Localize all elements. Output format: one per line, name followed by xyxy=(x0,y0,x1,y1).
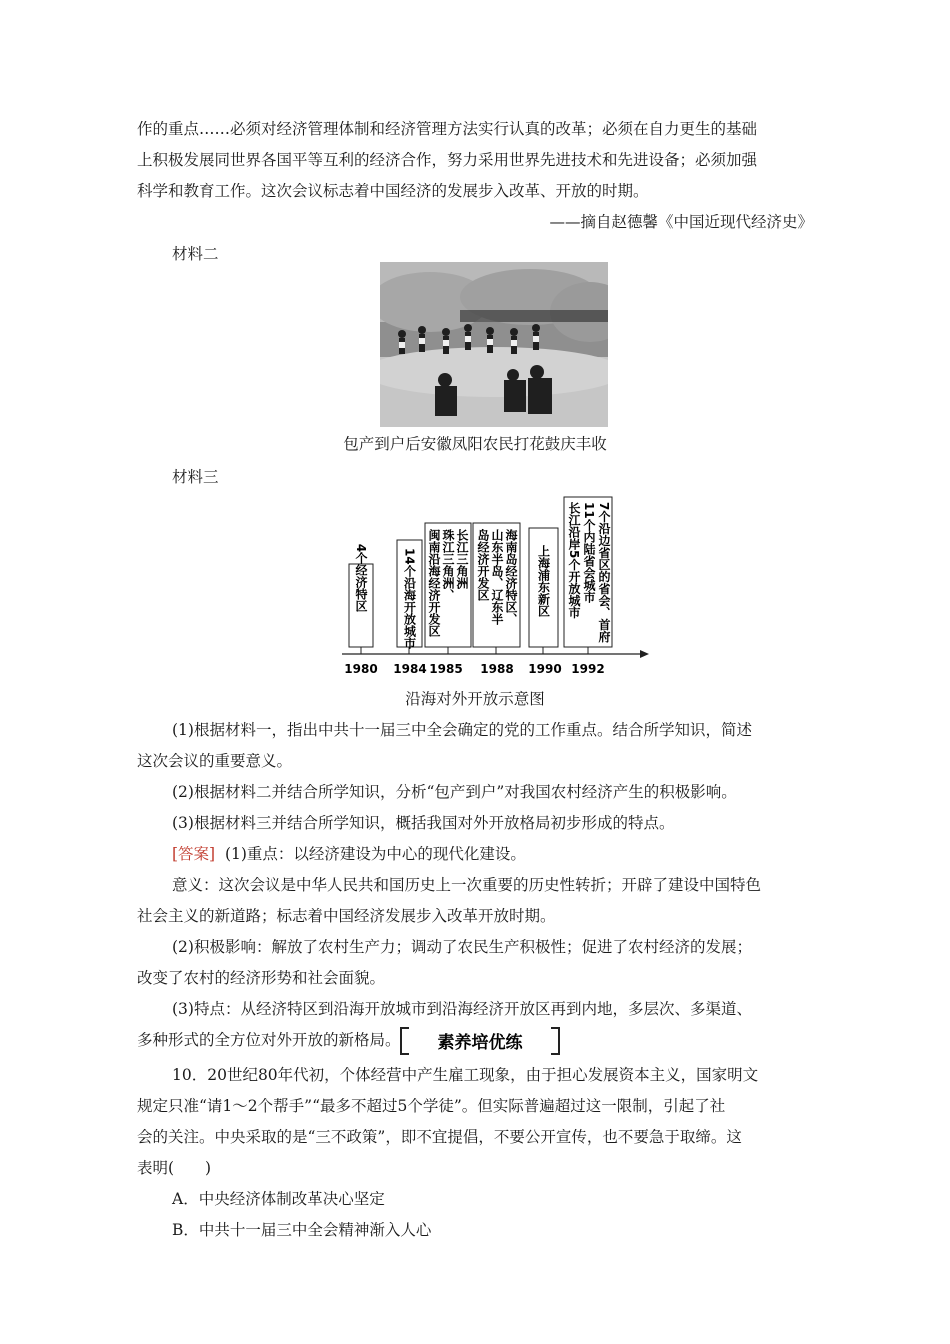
year-1985: 1985 xyxy=(429,662,463,676)
material-one-line-3: 科学和教育工作。这次会议标志着中国经济的发展步入改革、开放的时期。 xyxy=(137,182,649,200)
question-10-line-1: 10．20世纪80年代初，个体经营中产生雇工现象，由于担心发展资本主义，国家明文 xyxy=(172,1066,759,1084)
question-10-line-2: 规定只准“请1～2个帮手”“最多不超过5个学徒”。但实际普遍超过这一限制，引起了社 xyxy=(137,1097,726,1115)
box-1985-col-3: 闽南沿海经济开发区 xyxy=(427,529,441,637)
section-title: 素养培优练 xyxy=(437,1033,523,1053)
timeline-caption: 沿海对外开放示意图 xyxy=(405,690,545,708)
answer-3-line-2: 多种形式的全方位对外开放的新格局。 xyxy=(137,1031,401,1049)
box-1992-col-3: 长江沿岸5个开放城市 xyxy=(567,502,581,619)
box-1992-col-1: 7个沿边省区的省会、首府 xyxy=(597,502,611,643)
answer-meaning-line-1: 意义：这次会议是中华人民共和国历史上一次重要的历史性转折；开辟了建设中国特色 xyxy=(172,876,762,894)
box-1992 xyxy=(564,497,612,676)
box-1992-col-2: 11个内陆省会城市 xyxy=(582,502,596,603)
coastal-opening-timeline xyxy=(340,493,652,683)
option-a: A．中央经济体制改革决心坚定 xyxy=(172,1190,385,1208)
question-10-line-4: 表明( ) xyxy=(137,1159,212,1177)
answer-2-line-1: (2)积极影响：解放了农村生产力；调动了农民生产积极性；促进了农村经济的发展； xyxy=(172,938,752,956)
answer-1: (1)重点：以经济建设为中心的现代化建设。 xyxy=(224,845,526,863)
box-1980 xyxy=(344,544,377,676)
year-1980: 1980 xyxy=(344,662,378,676)
photo-caption: 包产到户后安徽凤阳农民打花鼓庆丰收 xyxy=(343,435,607,453)
box-1985 xyxy=(425,523,471,676)
material-one-line-2: 上积极发展同世界各国平等互利的经济合作，努力采用世界先进技术和先进设备；必须加强 xyxy=(137,151,758,169)
material-one-line-1: 作的重点……必须对经济管理体制和经济管理方法实行认真的改革；必须在自力更生的基础 xyxy=(137,120,758,138)
box-1980-text: 4个经济特区 xyxy=(354,543,368,613)
year-1990: 1990 xyxy=(528,662,562,676)
box-1985-col-2: 珠江三角洲、 xyxy=(441,529,455,601)
box-1985-col-1: 长江三角洲 xyxy=(455,529,469,589)
answer-1-line xyxy=(172,839,813,870)
answer-tag: [答案] xyxy=(172,845,216,863)
year-1988: 1988 xyxy=(480,662,514,676)
answer-3-line-1: (3)特点：从经济特区到沿海开放城市到沿海经济开放区再到内地，多层次、多渠道、 xyxy=(172,1000,752,1018)
box-1990-text: 上海浦东新区 xyxy=(536,545,551,617)
material-two-label: 材料二 xyxy=(172,245,219,263)
question-3: (3)根据材料三并结合所学知识，概括我国对外开放格局初步形成的特点。 xyxy=(172,814,675,832)
question-1-line-1: (1)根据材料一，指出中共十一届三中全会确定的党的工作重点。结合所学知识，简述 xyxy=(172,721,752,739)
year-1984: 1984 xyxy=(393,662,427,676)
question-1-line-2: 这次会议的重要意义。 xyxy=(137,752,293,770)
answer-meaning-line-2: 社会主义的新道路；标志着中国经济发展步入改革开放时期。 xyxy=(137,907,556,925)
material-three-label: 材料三 xyxy=(172,468,219,486)
box-1988-col-2: 山东半岛、辽东半 xyxy=(490,529,504,625)
box-1984 xyxy=(393,540,426,676)
question-2: (2)根据材料二并结合所学知识，分析“包产到户”对我国农村经济产生的积极影响。 xyxy=(172,783,737,801)
box-1988 xyxy=(473,523,520,676)
box-1988-col-3: 岛经济开发区 xyxy=(476,529,490,601)
answer-2-line-2: 改变了农村的经济形势和社会面貌。 xyxy=(137,969,386,987)
option-b: B．中共十一届三中全会精神渐入人心 xyxy=(172,1221,432,1239)
box-1984-text: 14个沿海开放城市 xyxy=(402,548,417,649)
question-10-line-3: 会的关注。中央采取的是“三不政策”，即不宜提倡，不要公开宣传，也不要急于取缔。这 xyxy=(137,1128,742,1146)
farmers-drum-photo xyxy=(380,262,608,427)
box-1988-col-1: 海南岛经济特区、 xyxy=(504,529,518,625)
year-1992: 1992 xyxy=(571,662,605,676)
material-one-source: ——摘自赵德馨《中国近现代经济史》 xyxy=(549,213,813,231)
section-header xyxy=(395,1025,565,1057)
